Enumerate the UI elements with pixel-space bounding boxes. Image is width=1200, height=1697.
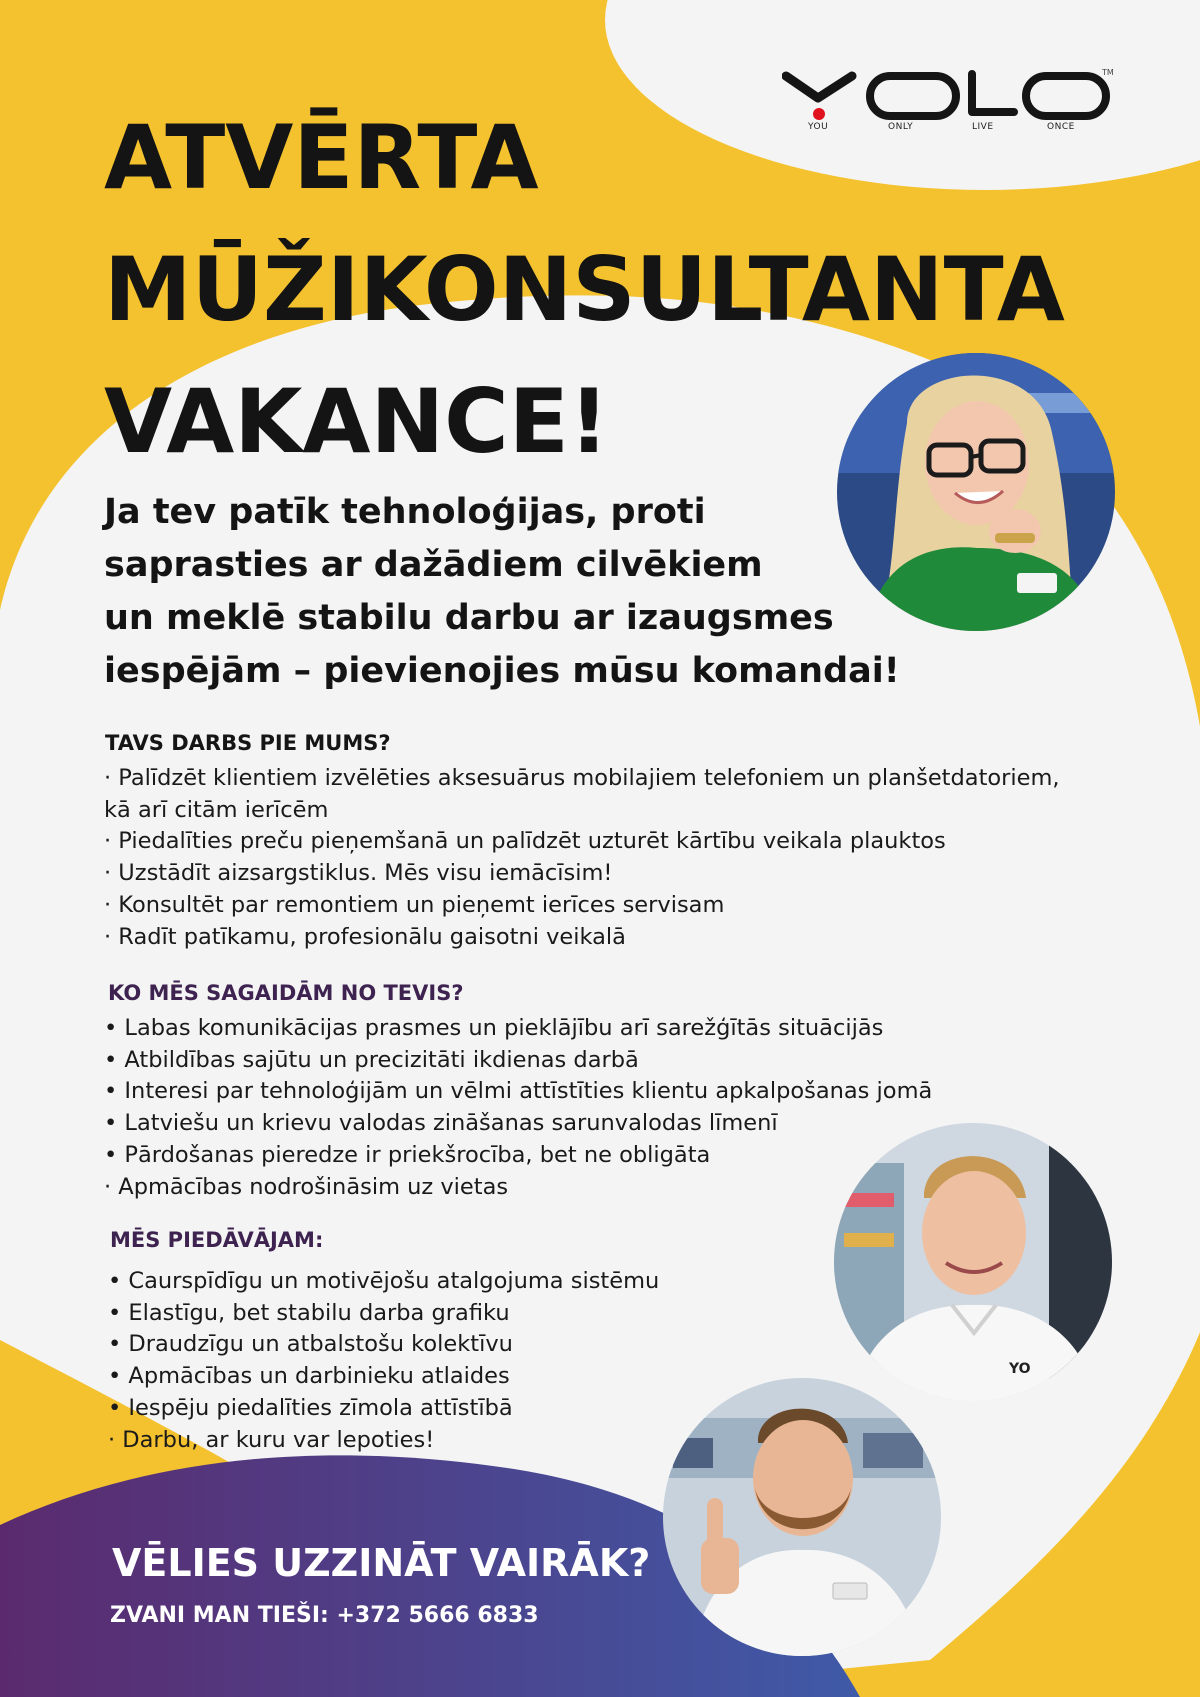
woman-portrait-icon <box>837 353 1115 631</box>
title-line: MŪŽIKONSULTANTA <box>104 238 1065 341</box>
list-item: • Latviešu un krievu valodas zināšanas sarunvalodas līmenī <box>104 1110 778 1137</box>
expectations-list <box>104 1013 932 1203</box>
offer-list <box>108 1266 659 1456</box>
section-title-offer: MĒS PIEDĀVĀJAM: <box>110 1228 324 1252</box>
tagline-word: ONLY <box>888 122 914 132</box>
list-item: • Elastīgu, bet stabilu darba grafiku <box>108 1299 510 1326</box>
tagline-word: ONCE <box>1047 122 1075 132</box>
list-item: · Uzstādīt aizsargstiklus. Mēs visu iemācīsim! <box>104 860 613 887</box>
svg-text:YO: YO <box>1009 1361 1031 1377</box>
list-item: kā arī citām ierīcēm <box>104 796 329 823</box>
intro-text <box>104 486 900 698</box>
list-item: · Darbu, ar kuru var lepoties! <box>108 1426 435 1453</box>
intro-line: saprasties ar dažādiem cilvēkiem <box>104 545 763 585</box>
list-item: · Piedalīties preču pieņemšanā un palīdzēt uzturēt kārtību veikala plauktos <box>104 828 946 855</box>
list-item: • Draudzīgu un atbalstošu kolektīvu <box>108 1331 513 1358</box>
man-portrait-icon <box>834 1123 1112 1401</box>
section-title-job: TAVS DARBS PIE MUMS? <box>105 731 391 755</box>
list-item: · Palīdzēt klientiem izvēlēties aksesuārus mobilajiem telefoniem un planšetdatoriem, <box>104 765 1060 791</box>
list-item: • Iespēju piedalīties zīmola attīstībā <box>108 1394 513 1421</box>
list-item: • Apmācības un darbinieku atlaides <box>108 1363 510 1390</box>
intro-line: Ja tev patīk tehnoloģijas, proti <box>104 492 706 532</box>
trademark-mark: TM <box>1102 68 1114 77</box>
tagline-word: LIVE <box>972 122 994 132</box>
section-title-expectations: KO MĒS SAGAIDĀM NO TEVIS? <box>108 981 464 1005</box>
employee-photo-thumbs-up <box>663 1378 941 1656</box>
title-line: VAKANCE! <box>104 370 610 473</box>
list-item: • Caurspīdīgu un motivējošu atalgojuma sistēmu <box>108 1268 660 1294</box>
list-item: · Konsultēt par remontiem un pieņemt ierīces servisam <box>104 891 725 918</box>
intro-line: un meklē stabilu darbu ar izaugsmes <box>104 598 834 638</box>
employee-photo-woman <box>837 353 1115 631</box>
cta-phone-link[interactable]: ZVANI MAN TIEŠI: +372 5666 6833 <box>110 1603 539 1628</box>
list-item: • Pārdošanas pieredze ir priekšrocība, bet ne obligāta <box>104 1141 711 1168</box>
thumbs-up-portrait-icon <box>663 1378 941 1656</box>
cta-title: VĒLIES UZZINĀT VAIRĀK? <box>112 1541 651 1585</box>
title-line: ATVĒRTA <box>104 106 539 209</box>
job-duties-list <box>104 763 1060 953</box>
list-item: • Labas komunikācijas prasmes un pieklājību arī sarežģītās situācijās <box>104 1015 884 1041</box>
list-item: · Apmācības nodrošināsim uz vietas <box>104 1173 509 1200</box>
employee-photo-man <box>834 1123 1112 1401</box>
list-item: · Radīt patīkamu, profesionālu gaisotni veikalā <box>104 923 626 950</box>
list-item: • Interesi par tehnoloģijām un vēlmi attīstīties klientu apkalpošanas jomā <box>104 1078 933 1105</box>
list-item: • Atbildības sajūtu un precizitāti ikdienas darbā <box>104 1046 639 1073</box>
tagline-word: YOU <box>808 122 829 132</box>
intro-line: iespējām – pievienojies mūsu komandai! <box>104 651 900 691</box>
